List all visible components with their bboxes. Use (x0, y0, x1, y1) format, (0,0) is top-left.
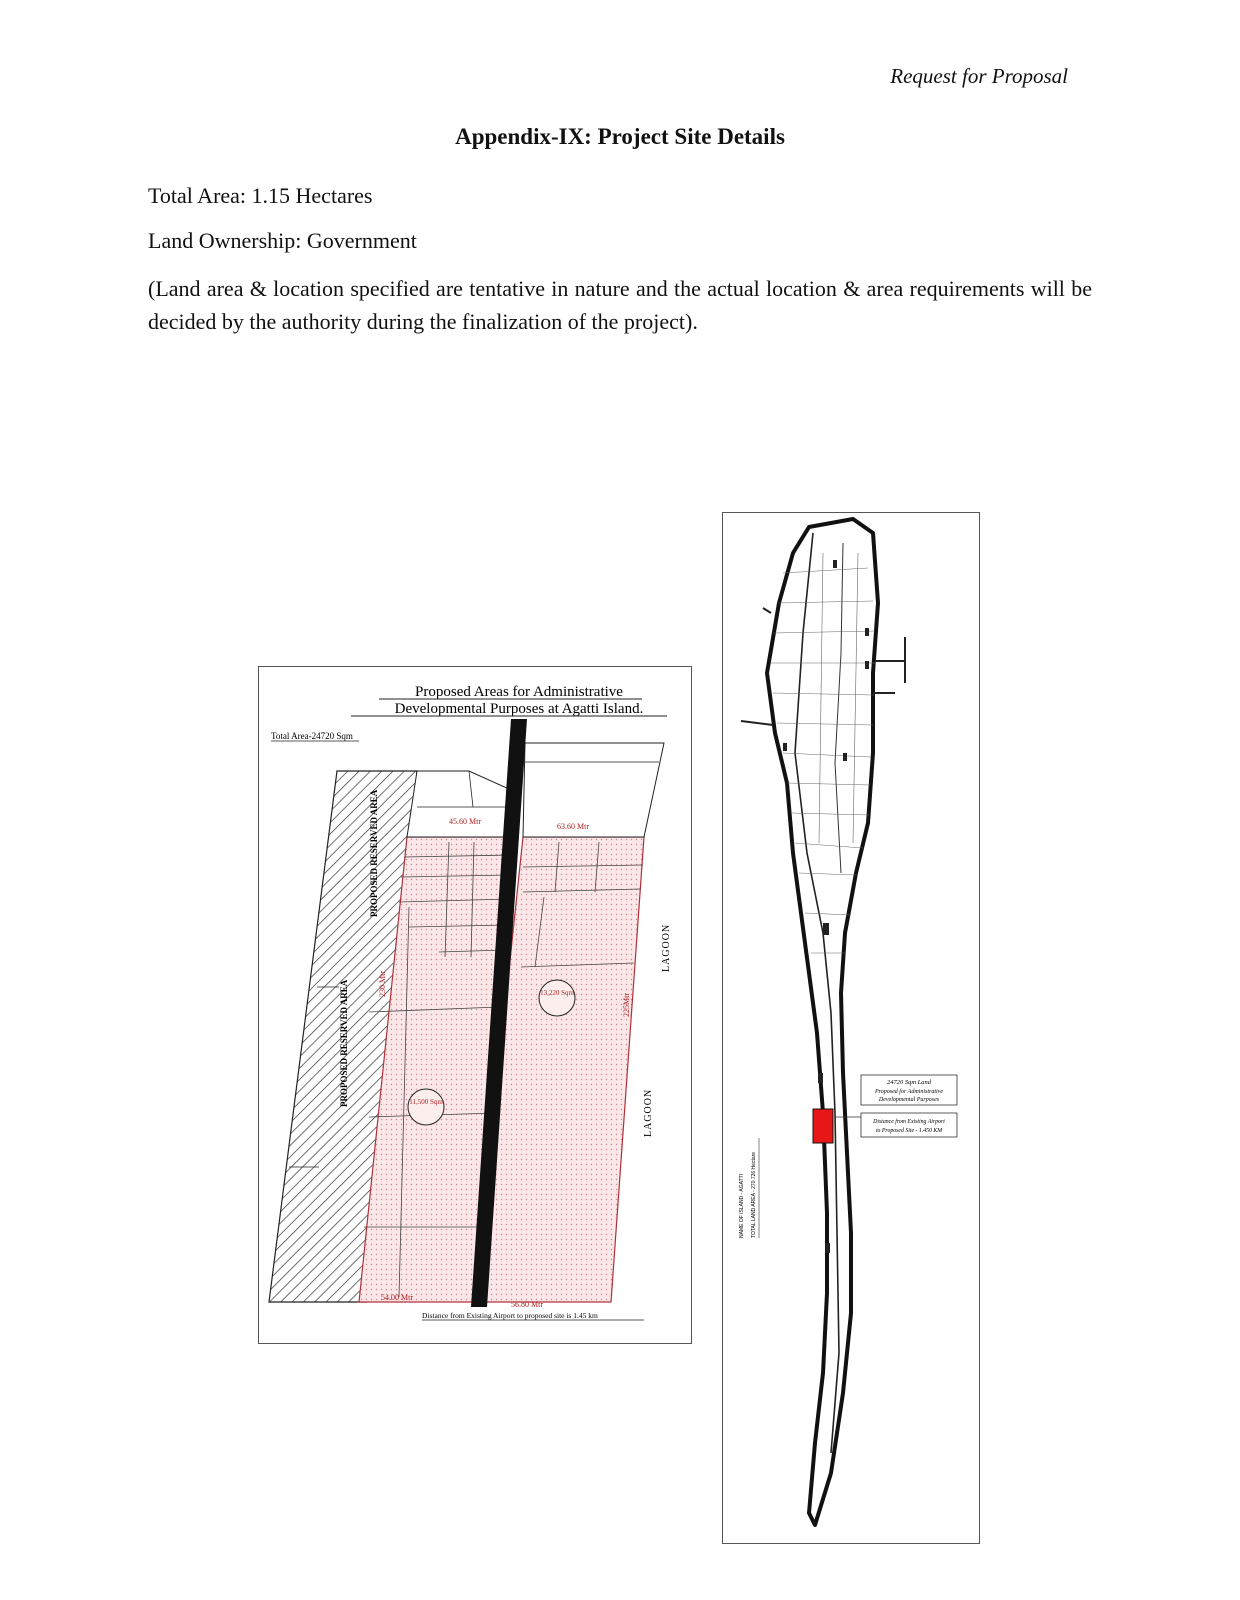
dim-left-side: 230 Mtr (378, 971, 387, 997)
island-name-label: NAME OF ISLAND - AGATTI (739, 1173, 745, 1238)
area-circle-left (408, 1089, 444, 1125)
distance-callout-line-1: Distance from Existing Airport (873, 1119, 945, 1125)
site-callout-line-2: Proposed for Administrative (875, 1089, 943, 1095)
hatch-label-upper: PROPOSED RESERVED AREA (369, 789, 379, 917)
island-outline (767, 519, 878, 1525)
area-label-right: 13,220 Sqm (540, 989, 574, 997)
dim-bottom-left: 54.00 Mtr (381, 1293, 413, 1302)
site-callout-line-3: Developmental Purposes (878, 1097, 940, 1103)
site-plan-drawing (259, 667, 691, 1343)
island-map-drawing (723, 513, 979, 1543)
plan-title-line-2: Developmental Purposes at Agatti Island. (394, 701, 644, 717)
jetty-north (763, 608, 771, 613)
jetty-west (741, 721, 773, 725)
dim-bottom-right: 56.80 Mtr (511, 1300, 543, 1309)
site-plan-figure (258, 666, 692, 1344)
plan-total-area: Total Area-24720 Sqm (271, 731, 353, 741)
distance-note: Distance from Existing Airport to proposed site is 1.45 km (422, 1311, 598, 1320)
document-header: Request for Proposal (890, 64, 1068, 88)
page-title: Appendix-IX: Project Site Details (455, 124, 785, 149)
dim-top-right: 63.60 Mtr (557, 822, 589, 831)
island-map-figure (722, 512, 980, 1544)
area-label-left: 11,500 Sqm (409, 1098, 443, 1106)
proposed-site-marker (813, 1109, 833, 1143)
hatch-label-lower: PROPOSED RESERVED AREA (339, 979, 349, 1107)
area-circle-right (539, 980, 575, 1016)
lagoon-label-lower: LAGOON (643, 1088, 654, 1137)
plan-title-line-1: Proposed Areas for Administrative (415, 684, 623, 700)
dim-top-left: 45.60 Mtr (449, 817, 481, 826)
distance-callout-line-2: to Proposed Site - 1.450 KM (875, 1128, 943, 1134)
tentative-note: (Land area & location specified are tentative in nature and the actual location & area requirements will be decided by the authority during the finalization of the project). (148, 276, 1092, 334)
upper-plot-left (407, 771, 513, 837)
site-callout-line-1: 24720 Sqm Land (886, 1079, 932, 1086)
island-land-area-label: TOTAL LAND AREA - 270.726 Hectare (751, 1151, 757, 1238)
upper-plot-right (523, 743, 664, 837)
dim-right-side: 225Mtr (622, 993, 631, 1017)
total-area-text: Total Area: 1.15 Hectares (148, 183, 373, 208)
lagoon-label-upper: LAGOON (661, 923, 672, 972)
land-ownership-text: Land Ownership: Government (148, 228, 417, 253)
